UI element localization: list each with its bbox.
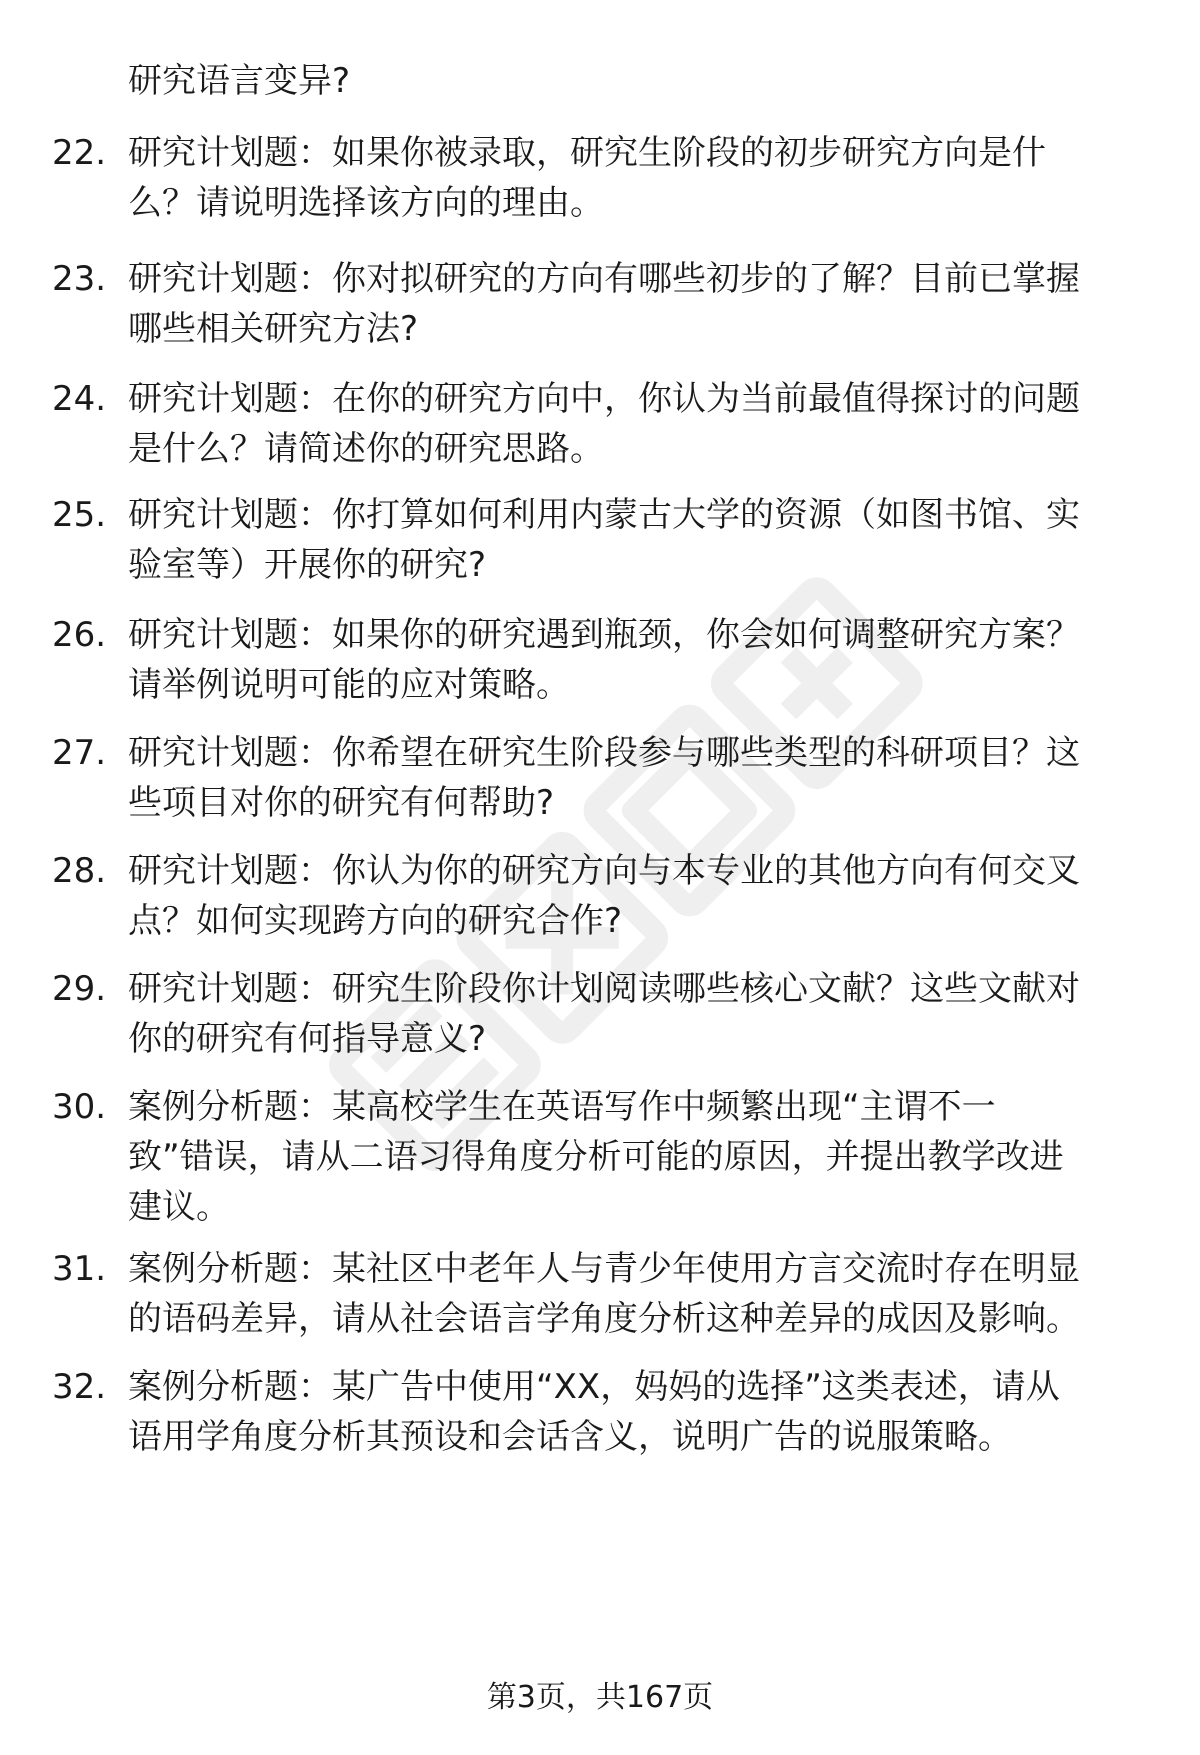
question-number: 23. [52, 259, 107, 299]
question-text-line: 么？请说明选择该方向的理由。 [128, 183, 604, 223]
question-text-line: 案例分析题：某广告中使用“XX，妈妈的选择”这类表述，请从 [128, 1367, 1060, 1407]
question-text-line: 建议。 [128, 1187, 230, 1227]
question-text [128, 254, 1200, 354]
question-text-line: 验室等）开展你的研究? [128, 545, 487, 585]
question-text-line: 是什么？请简述你的研究思路。 [128, 429, 604, 469]
question-number: 32. [52, 1367, 107, 1407]
question-text-line: 研究计划题：你对拟研究的方向有哪些初步的了解？目前已掌握 [128, 259, 1080, 299]
question-number: 25. [52, 495, 107, 535]
question-number: 22. [52, 133, 107, 173]
question-text-line: 案例分析题：某社区中老年人与青少年使用方言交流时存在明显 [128, 1249, 1080, 1289]
question-text [128, 728, 1200, 828]
question-number: 24. [52, 379, 107, 419]
question-text [128, 1244, 1200, 1344]
question-text-line: 请举例说明可能的应对策略。 [128, 665, 570, 705]
question-text-line: 研究计划题：在你的研究方向中，你认为当前最值得探讨的问题 [128, 379, 1080, 419]
question-text-line: 研究计划题：你认为你的研究方向与本专业的其他方向有何交叉 [128, 851, 1080, 891]
question-text-line: 些项目对你的研究有何帮助? [128, 783, 555, 823]
question-text [128, 964, 1200, 1064]
continued-line: 研究语言变异? [128, 61, 351, 101]
question-text [128, 610, 1200, 710]
question-text-line: 哪些相关研究方法? [128, 309, 419, 349]
question-number: 29. [52, 969, 107, 1009]
question-number: 31. [52, 1249, 107, 1289]
question-text [128, 374, 1200, 474]
question-number: 28. [52, 851, 107, 891]
question-number: 30. [52, 1087, 107, 1127]
question-text-line: 研究计划题：如果你被录取，研究生阶段的初步研究方向是什 [128, 133, 1046, 173]
question-text [128, 1082, 1200, 1232]
question-text-line: 你的研究有何指导意义? [128, 1019, 487, 1059]
question-text [128, 1362, 1200, 1462]
question-text-line: 研究计划题：你希望在研究生阶段参与哪些类型的科研项目？这 [128, 733, 1080, 773]
question-text-line: 研究计划题：研究生阶段你计划阅读哪些核心文献？这些文献对 [128, 969, 1080, 1009]
question-text-line: 研究计划题：你打算如何利用内蒙古大学的资源（如图书馆、实 [128, 495, 1080, 535]
page-footer: 第3页，共167页 [486, 1680, 714, 1715]
question-number: 27. [52, 733, 107, 773]
question-text [128, 490, 1200, 590]
question-text-line: 的语码差异，请从社会语言学角度分析这种差异的成因及影响。 [128, 1299, 1080, 1339]
question-text-line: 语用学角度分析其预设和会话含义，说明广告的说服策略。 [128, 1417, 1012, 1457]
question-text [128, 846, 1200, 946]
question-text-line: 点？如何实现跨方向的研究合作? [128, 901, 623, 941]
question-text-line: 研究计划题：如果你的研究遇到瓶颈，你会如何调整研究方案？ [128, 615, 1080, 655]
question-text-line: 案例分析题：某高校学生在英语写作中频繁出现“主谓不一 [128, 1087, 996, 1127]
question-number: 26. [52, 615, 107, 655]
question-text-line: 致”错误，请从二语习得角度分析可能的原因，并提出教学改进 [128, 1137, 1064, 1177]
question-text [128, 128, 1200, 228]
